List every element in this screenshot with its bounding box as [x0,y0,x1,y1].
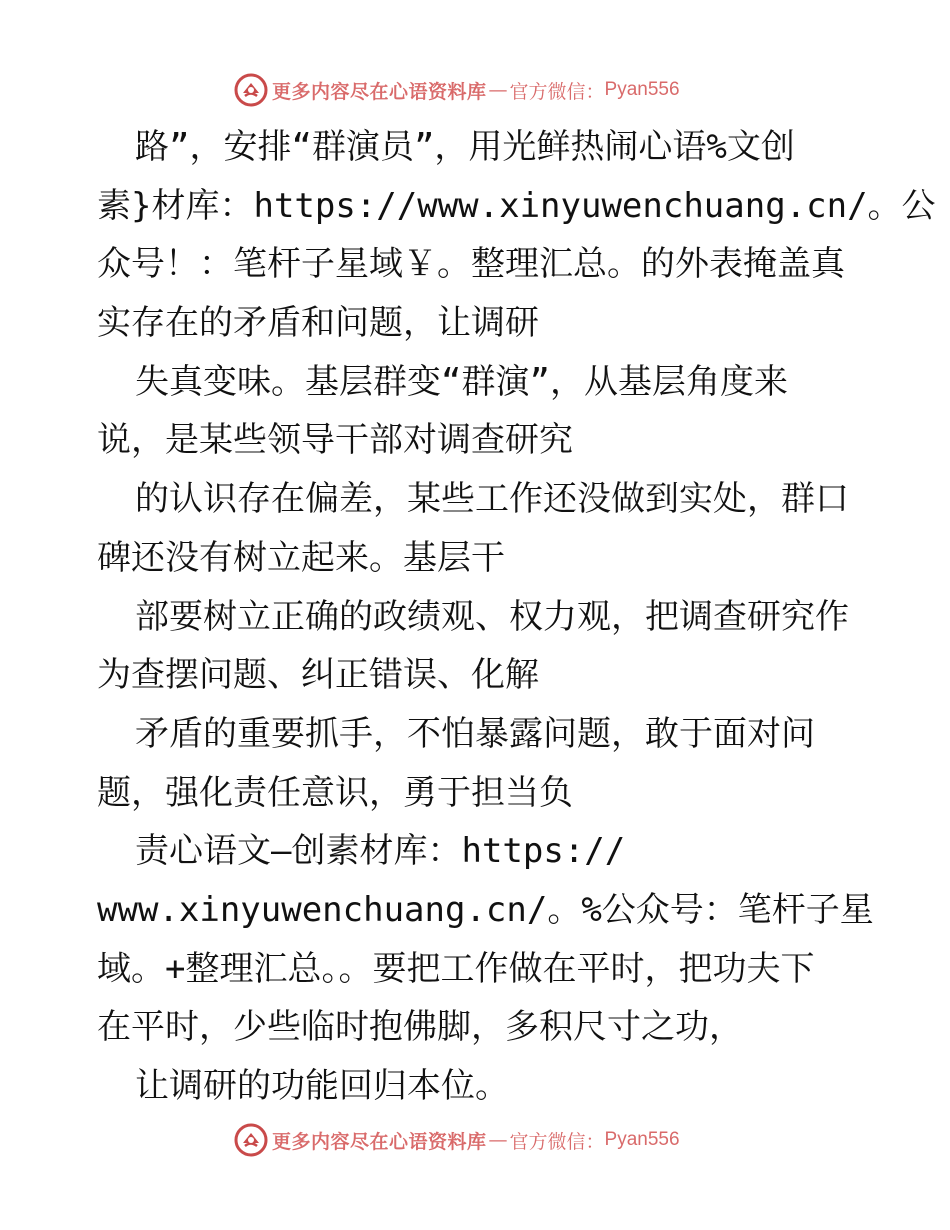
footer-banner-text: 更多内容尽在心语资料库 [272,1130,487,1153]
text-line: 题，强化责任意识，勇于担当负 [97,772,573,813]
book-logo-icon [234,73,268,107]
text-line: 众号！：笔杆子星域￥。整理汇总。的外表掩盖真 [97,244,845,285]
header-banner-separator: — [488,79,508,101]
text-line: 实存在的矛盾和问题，让调研 [97,303,539,344]
book-logo-icon [234,1123,268,1157]
footer-wechat-label: 官方微信： [509,1130,605,1153]
text-line: 碑还没有树立起来。基层干 [97,537,505,578]
text-line: 的认识存在偏差，某些工作还没做到实处，群口 [135,479,849,520]
header-banner-text: 更多内容尽在心语资料库 [272,80,487,103]
footer-banner-separator: — [488,1129,508,1151]
header-banner [234,70,754,110]
text-line: 说，是某些领导干部对调查研究 [97,420,573,461]
text-line: 路”，安排“群演员”，用光鲜热闹心语%文创 [135,127,795,167]
header-wechat-label: 官方微信： [509,80,605,103]
text-line: www.xinyuwenchuang.cn/。%公众号：笔杆子星 [97,889,874,930]
text-line: 矛盾的重要抓手，不怕暴露问题，敢于面对问 [135,713,815,754]
text-line: 在平时，少些临时抱佛脚，多积尺寸之功， [97,1007,743,1048]
text-line: 部要树立正确的政绩观、权力观，把调查研究作 [135,596,849,637]
text-line: 素}材库：https://www.xinyuwenchuang.cn/。公 [97,185,936,226]
footer-wechat-id: Pyan556 [604,1129,680,1150]
text-line: 失真变味。基层群变“群演”，从基层角度来 [135,361,788,402]
text-line: 责心语文—创素材库：https:// [135,831,626,872]
footer-banner [234,1120,754,1160]
text-line: 域。+整理汇总。。要把工作做在平时，把功夫下 [97,948,815,989]
body-text [97,118,936,1116]
text-line: 为查摆问题、纠正错误、化解 [97,655,539,696]
text-line: 让调研的功能回归本位。 [135,1066,509,1106]
header-wechat-id: Pyan556 [604,79,680,100]
